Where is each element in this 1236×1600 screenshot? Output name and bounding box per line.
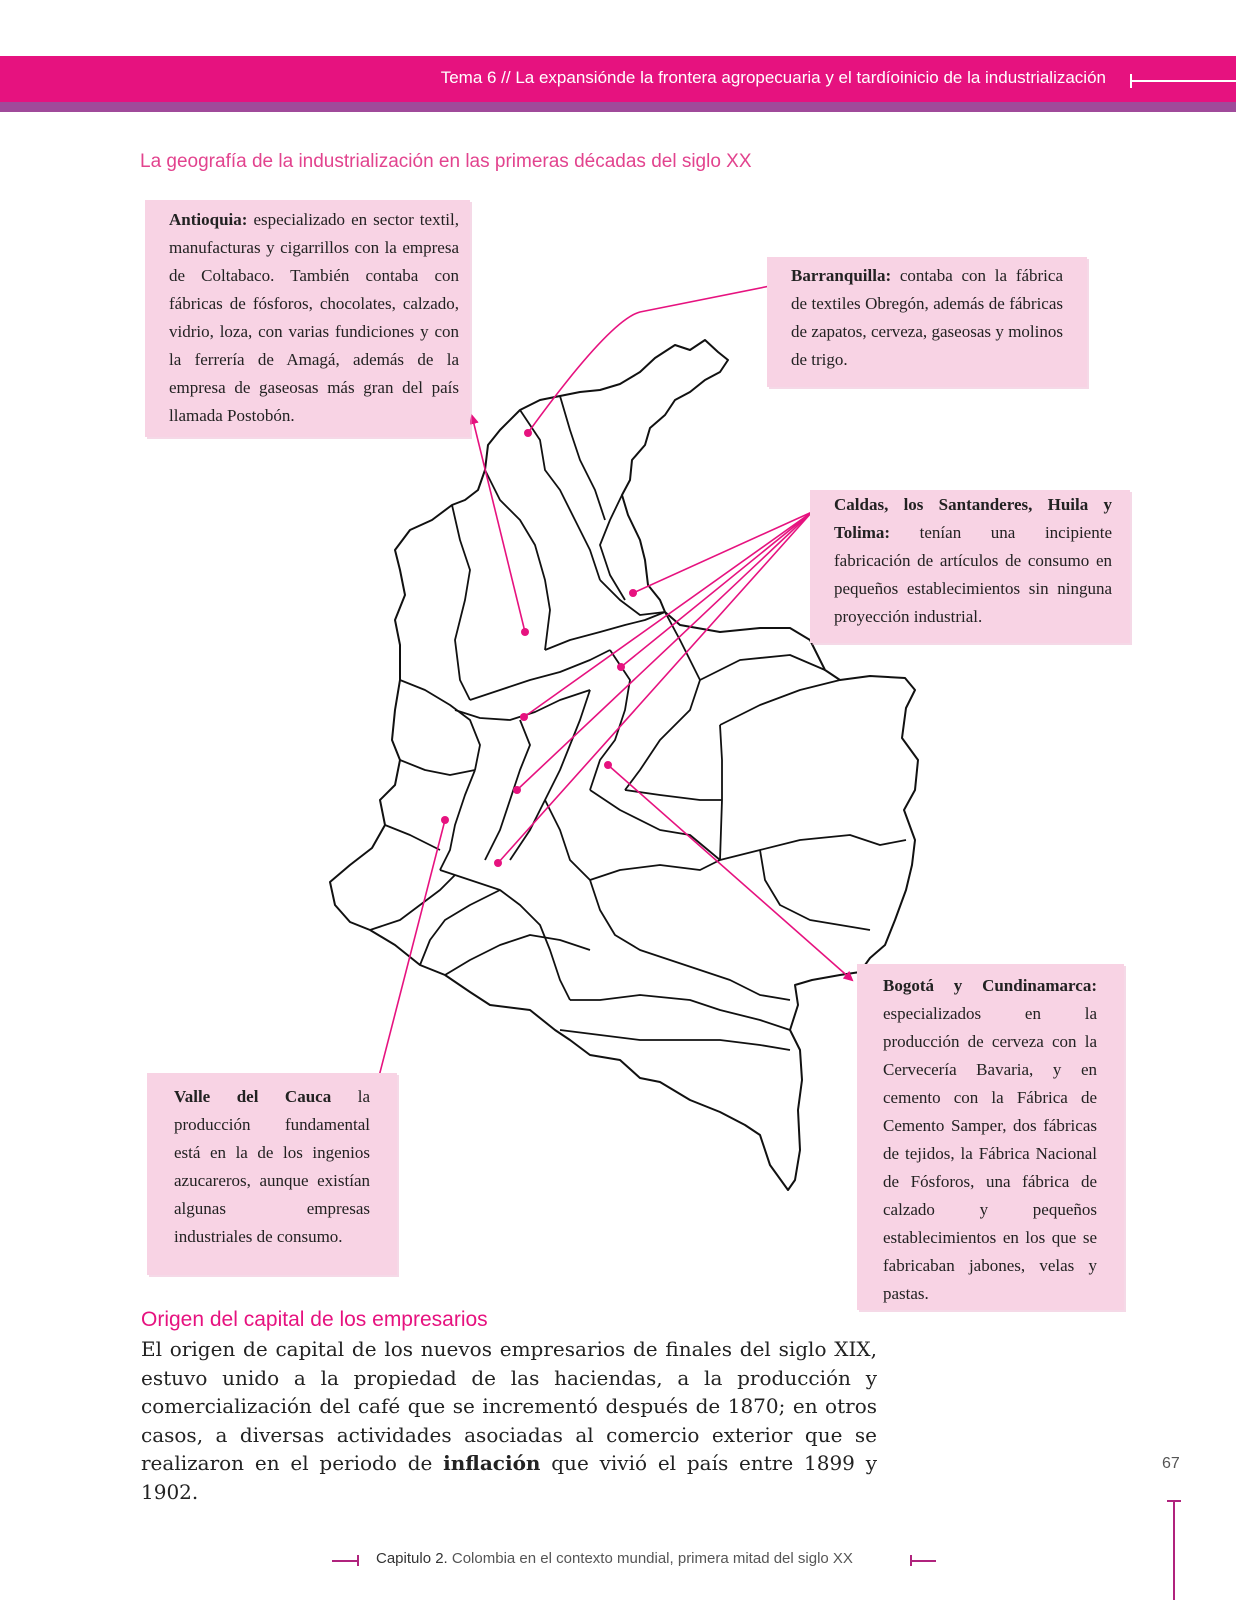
footer bbox=[376, 1550, 853, 1567]
dot-santander bbox=[629, 589, 637, 597]
callout-text: la producción fundamental está en la de los ingenios azucareros, aunque existían algunas empresas industriales de consumo. bbox=[174, 1087, 370, 1246]
dot-caldas bbox=[520, 713, 528, 721]
callout-label: Valle del Cauca bbox=[174, 1087, 332, 1106]
body-keyword-inflacion: inflación bbox=[443, 1451, 541, 1475]
dot-tolima bbox=[513, 786, 521, 794]
body-text-start: El origen de capital de los nuevos empresarios de finales del siglo XIX, estuvo unido a la propiedad de las haciendas, a la producción y comercialización del café que se incrementó después de 1870; en otros casos, a diversas actividades asociadas al comercio exterior que se realizaron en el periodo de bbox=[141, 1337, 877, 1475]
callout-text: tenían una incipiente fabricación de artículos de consumo en pequeños establecimientos sin ninguna proyección industrial. bbox=[834, 523, 1112, 626]
callout-bogota-cundinamarca bbox=[857, 964, 1124, 1310]
dot-huila bbox=[494, 859, 502, 867]
callout-text: especializado en sector textil, manufacturas y cigarrillos con la empresa de Coltabaco. También contaba con fábricas de fósforos, chocolates, calzado, vidrio, loza, con varias fundiciones y con la ferrería de Amagá, además de la empresa de gaseosas más gran del país llamada Postobón. bbox=[169, 210, 459, 425]
callout-text: especializados en la producción de cerveza con la Cervecería Bavaria, y en cemento con la Fábrica de Cemento Samper, dos fábricas de tejidos, la Fábrica Nacional de Fósforos, una fábrica de calzado y pequeños establecimientos en los que se fabricaban jabones, velas y pastas. bbox=[883, 1004, 1097, 1303]
footer-rule-left bbox=[332, 1560, 358, 1562]
footer-rule-left-tick bbox=[357, 1555, 359, 1566]
callout-text: contaba con la fábrica de textiles Obregón, además de fábricas de zapatos, cerveza, gaseosas y molinos de trigo. bbox=[791, 266, 1063, 369]
footer-rule-right-tick bbox=[910, 1555, 912, 1566]
callout-label: Antioquia: bbox=[169, 210, 248, 229]
arrow-caldas-1 bbox=[633, 512, 812, 593]
section-body bbox=[141, 1335, 877, 1506]
footer-chapter: Capitulo 2. bbox=[376, 1550, 448, 1567]
side-rule bbox=[1173, 1500, 1175, 1600]
callout-label: Bogotá y Cundinamarca: bbox=[883, 976, 1097, 995]
header-title: Tema 6 // La expansiónde la frontera agropecuaria y el tardíoinicio de la industrialización bbox=[440, 68, 1106, 87]
dot-boyaca bbox=[617, 663, 625, 671]
callout-label: Barranquilla: bbox=[791, 266, 892, 285]
footer-rule-right bbox=[910, 1560, 936, 1562]
dot-antioquia bbox=[521, 628, 529, 636]
map-subtitle: La geografía de la industrialización en las primeras décadas del siglo XX bbox=[140, 151, 752, 172]
footer-title: Colombia en el contexto mundial, primera mitad del siglo XX bbox=[447, 1550, 853, 1567]
dot-bogota bbox=[604, 761, 612, 769]
callout-antioquia bbox=[145, 200, 470, 437]
body-text-end: que vivió el país entre 1899 y 1902. bbox=[141, 1451, 877, 1504]
dot-valle bbox=[441, 816, 449, 824]
callout-label: Caldas, los Santanderes, Huila y Tolima: bbox=[834, 495, 1112, 542]
callout-valle-del-cauca bbox=[147, 1073, 397, 1275]
dot-barranquilla bbox=[524, 429, 532, 437]
callout-caldas-santanderes-huila-tolima bbox=[810, 490, 1130, 643]
section-title: Origen del capital de los empresarios bbox=[141, 1308, 488, 1331]
country-outline bbox=[330, 340, 918, 1190]
callout-barranquilla bbox=[767, 257, 1087, 387]
page-number: 67 bbox=[1162, 1455, 1180, 1472]
